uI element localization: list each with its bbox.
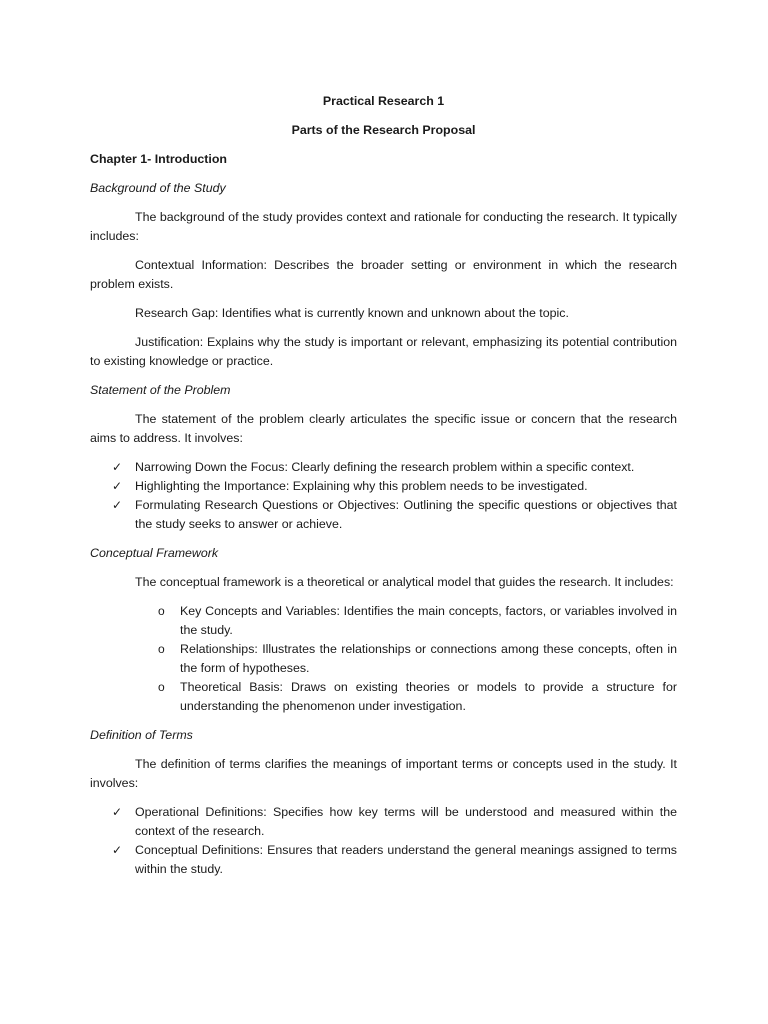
background-item: Contextual Information: Describes the broader setting or environment in which the research problem exists. [90, 258, 677, 291]
background-item: Research Gap: Identifies what is currently known and unknown about the topic. [135, 306, 569, 320]
list-item [90, 477, 677, 496]
problem-intro: The statement of the problem clearly articulates the specific issue or concern that the research aims to address. It involves: [90, 412, 677, 445]
checkmark-icon: ✓ [112, 498, 123, 512]
list-item [90, 678, 677, 716]
list-item [90, 803, 677, 841]
section-heading-background: Background of the Study [90, 181, 226, 195]
circle-bullet-icon: o [158, 604, 165, 618]
list-item-text: Operational Definitions: Specifies how key terms will be understood and measured within the context of the research. [135, 805, 677, 838]
definitions-list [90, 803, 677, 879]
section-heading-framework: Conceptual Framework [90, 546, 219, 560]
document-title: Practical Research 1 [322, 94, 445, 108]
circle-bullet-icon: o [158, 642, 165, 656]
problem-list [90, 458, 677, 534]
list-item [90, 496, 677, 534]
list-item-text: Relationships: Illustrates the relationships or connections among these concepts, often in the form of hypotheses. [180, 642, 677, 675]
list-item [90, 640, 677, 678]
checkmark-icon: ✓ [112, 460, 123, 474]
list-item [90, 458, 677, 477]
background-item: Justification: Explains why the study is important or relevant, emphasizing its potential contribution to existing knowledge or practice. [90, 335, 677, 368]
chapter-heading: Chapter 1- Introduction [90, 152, 227, 166]
framework-intro: The conceptual framework is a theoretical or analytical model that guides the research. It includes: [135, 575, 674, 589]
list-item-text: Narrowing Down the Focus: Clearly defining the research problem within a specific context. [135, 460, 635, 474]
background-intro: The background of the study provides context and rationale for conducting the research. It typically includes: [90, 210, 677, 243]
framework-list [90, 602, 677, 716]
list-item-text: Highlighting the Importance: Explaining why this problem needs to be investigated. [135, 479, 588, 493]
section-heading-definitions: Definition of Terms [90, 728, 193, 742]
list-item-text: Formulating Research Questions or Objectives: Outlining the specific questions or objectives that the study seeks to answer or achieve. [135, 498, 677, 531]
checkmark-icon: ✓ [112, 479, 123, 493]
list-item-text: Theoretical Basis: Draws on existing theories or models to provide a structure for understanding the phenomenon under investigation. [180, 680, 677, 713]
list-item [90, 841, 677, 879]
list-item-text: Conceptual Definitions: Ensures that readers understand the general meanings assigned to terms within the study. [135, 843, 677, 876]
list-item-text: Key Concepts and Variables: Identifies the main concepts, factors, or variables involved in the study. [180, 604, 677, 637]
definitions-intro: The definition of terms clarifies the meanings of important terms or concepts used in the study. It involves: [90, 757, 677, 790]
checkmark-icon: ✓ [112, 805, 123, 819]
circle-bullet-icon: o [158, 680, 165, 694]
section-heading-problem: Statement of the Problem [90, 383, 231, 397]
list-item [90, 602, 677, 640]
checkmark-icon: ✓ [112, 843, 123, 857]
document-subtitle: Parts of the Research Proposal [291, 123, 476, 137]
